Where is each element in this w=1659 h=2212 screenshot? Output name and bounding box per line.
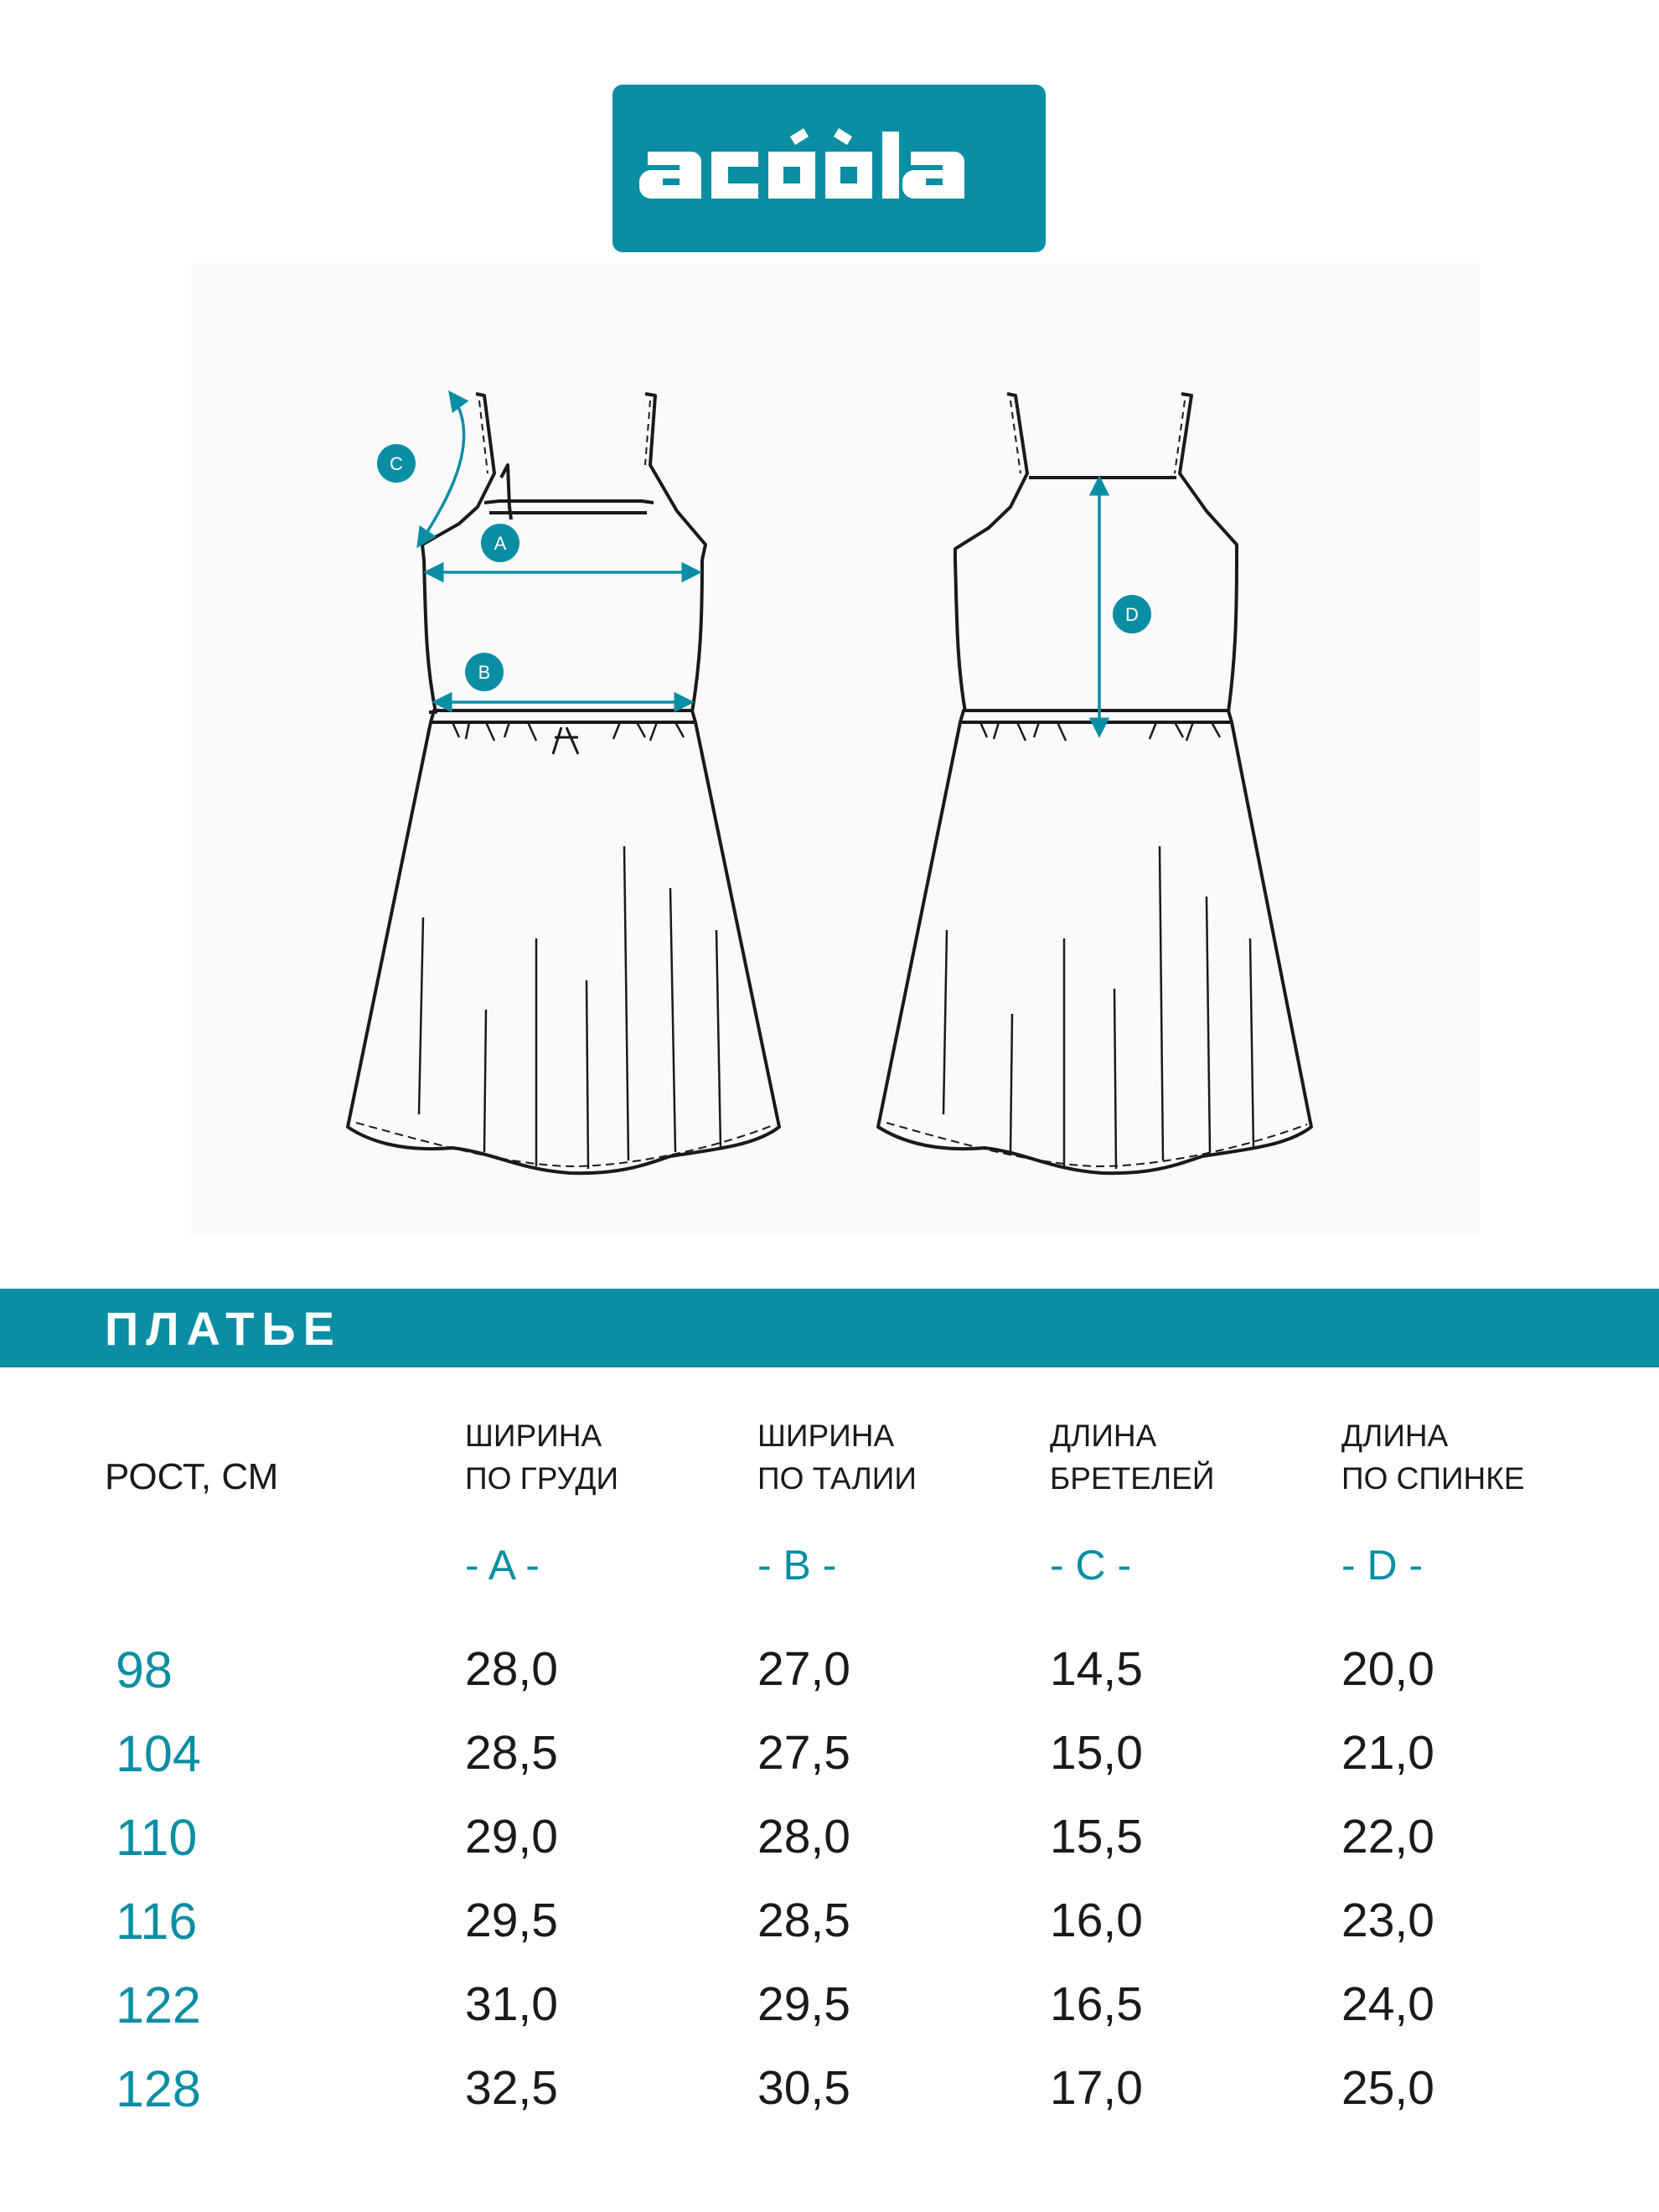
cell-chest-width: 29,5 <box>465 1894 558 1947</box>
cell-waist-width: 27,5 <box>757 1726 850 1780</box>
svg-text:D: D <box>1125 604 1139 625</box>
cell-chest-width: 28,5 <box>465 1726 558 1780</box>
back-measure-labels <box>1113 595 1151 633</box>
cell-strap-length: 15,0 <box>1050 1726 1143 1780</box>
svg-text:B: B <box>478 662 491 683</box>
title-band <box>0 1289 1659 1367</box>
row-height: 104 <box>116 1725 201 1782</box>
product-title: ПЛАТЬЕ <box>105 1302 343 1355</box>
cell-back-length: 23,0 <box>1341 1894 1434 1947</box>
cell-waist-width: 27,0 <box>757 1642 850 1696</box>
cell-chest-width: 32,5 <box>465 2061 558 2115</box>
cell-strap-length: 16,0 <box>1050 1894 1143 1947</box>
cell-strap-length: 14,5 <box>1050 1642 1143 1696</box>
column-header-a: ШИРИНА ПО ГРУДИ <box>465 1419 619 1496</box>
front-measurements <box>419 394 698 702</box>
cell-back-length: 22,0 <box>1341 1810 1434 1863</box>
cell-back-length: 21,0 <box>1341 1726 1434 1780</box>
cell-chest-width: 28,0 <box>465 1642 558 1696</box>
cell-chest-width: 29,0 <box>465 1810 558 1863</box>
dress-sketch <box>191 263 1480 1235</box>
front-view <box>348 394 779 1173</box>
front-measure-labels <box>377 444 519 691</box>
cell-waist-width: 29,5 <box>757 1977 850 2031</box>
column-letter-b: - B - <box>757 1542 837 1589</box>
column-letter-c: - C - <box>1050 1542 1132 1589</box>
column-letter-d: - D - <box>1341 1542 1424 1589</box>
column-header-c: ДЛИНА БРЕТЕЛЕЙ <box>1050 1419 1215 1496</box>
cell-strap-length: 17,0 <box>1050 2061 1143 2115</box>
row-height: 98 <box>116 1641 173 1698</box>
cell-strap-length: 16,5 <box>1050 1977 1143 2031</box>
row-height: 116 <box>116 1893 198 1950</box>
cell-strap-length: 15,5 <box>1050 1810 1143 1863</box>
cell-back-length: 24,0 <box>1341 1977 1434 2031</box>
cell-waist-width: 30,5 <box>757 2061 850 2115</box>
cell-waist-width: 28,0 <box>757 1810 850 1863</box>
column-letter-a: - A - <box>465 1542 540 1589</box>
acoola-logo-icon <box>612 85 1046 252</box>
svg-text:C: C <box>390 453 403 474</box>
brand-logo <box>612 85 1046 252</box>
column-header-d: ДЛИНА ПО СПИНКЕ <box>1341 1419 1525 1496</box>
row-height: 122 <box>116 1977 201 2034</box>
cell-chest-width: 31,0 <box>465 1977 558 2031</box>
row-header-label: РОСТ, СМ <box>105 1456 279 1497</box>
cell-back-length: 20,0 <box>1341 1642 1434 1696</box>
back-view <box>878 394 1311 1173</box>
cell-waist-width: 28,5 <box>757 1894 850 1947</box>
svg-text:A: A <box>494 533 507 554</box>
column-header-b: ШИРИНА ПО ТАЛИИ <box>757 1419 917 1496</box>
row-height: 110 <box>116 1809 198 1866</box>
cell-back-length: 25,0 <box>1341 2061 1434 2115</box>
row-height: 128 <box>116 2060 201 2117</box>
